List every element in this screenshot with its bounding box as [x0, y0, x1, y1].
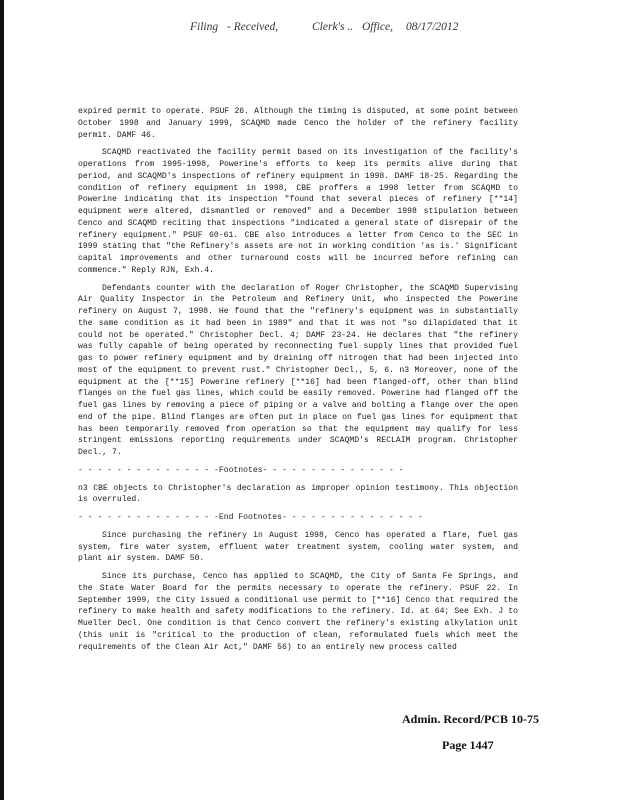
footnotes-start-divider: - - - - - - - - - - - - - - -Footnotes- - - - - - - - - - - - - - -	[78, 465, 404, 475]
page-number-stamp: Page 1447	[442, 738, 494, 752]
scan-edge	[0, 0, 4, 800]
paragraph: Since its purchase, Cenco has applied to SCAQMD, the City of Santa Fe Springs, and the State Water Board for the permits necessary to operate the refinery. PSUF 22. In September 1999, the City issued a conditional use permit to [**16] Cenco that required the refinery to make health and safety modifications to the refinery. Id. at 64; See Exh. J to Mueller Decl. One condition is that Cenco convert the refinery's existing alkylation unit (this unit is "critical to the production of clean, reformulated fuels which meet the requirements of the Clean Air Act," DAMF 56) to an entirely new process called	[78, 572, 518, 652]
paragraph: Since purchasing the refinery in August 1998, Cenco has operated a flare, fuel gas system, fire water system, effluent water treatment system, cooling water system, and plant air system. DAMF 50.	[78, 530, 518, 564]
paragraph: Defendants counter with the declaration of Roger Christopher, the SCAQMD Supervising Air Quality Inspector in the Petroleum and Refinery Unit, who inspected the Powerine refinery on August 7, 1998. He found that the "refinery's equipment was in substantially the same condition as it had been in 1989" and that it was not "so dilapidated that it could not be operated." Christopher Decl. 4; DAMF 23-24. He declares that "the refinery was fully capable of being operated by reconnecting fuel supply lines that provided fuel gas to power refinery equipment and by draining off nitrogen that had been injected into most of the equipment to prevent rust." Christopher Decl., 5, 6. n3 Moreover, none of the equipment at the [**15] Powerine refinery [**16] had been flanged-off, other than blind flanges on the fuel gas lines, which could be easily removed. Powerine had flanged off the fuel gas lines by removing a piece of piping or a valve and bolting a flange over the open end of the pipe. Blind flanges are often put in place on fuel gas lines for equipment that has been temporarily removed from operation so that the equipment may qualify for less stringent emissions reporting requirements under SCAQMD's RECLAIM program. Christopher Decl., 7.	[78, 283, 518, 457]
header-clerks: Clerk's ..	[312, 21, 354, 33]
document-body	[78, 106, 518, 659]
admin-record-stamp: Admin. Record/PCB 10-75	[402, 712, 539, 726]
paragraph: SCAQMD reactivated the facility permit based on its investigation of the facility's operations from 1995-1998, Powerine's efforts to keep its permits alive during that period, and SCAQMD's inspections of refinery equipment in 1998. DAMF 18-25. Regarding the condition of refinery equipment in 1998, CBE proffers a 1998 letter from SCAQMD to Powerine indicating that its inspection "found that several pieces of refinery [**14] equipment were altered, dismantled or removed" and a December 1998 stipulation between Cenco and SCAQMD reciting that inspections "indicated a general state of disrepair of the refinery equipment." PSUF 60-61. CBE also introduces a letter from Cenco to the SEC in 1999 stating that "the Refinery's assets are not in working condition 'as is.' Significant capital improvements and other turnaround costs will be incurred before refining can commence." Reply RJN, Exh.4.	[78, 148, 518, 275]
header-office: Office,	[362, 21, 393, 33]
footnotes-end-divider: - - - - - - - - - - - - - - -End Footnotes- - - - - - - - - - - - - - -	[78, 513, 423, 522]
paragraph: expired permit to operate. PSUF 26. Although the timing is disputed, at some point between October 1998 and January 1999, SCAQMD made Cenco the holder of the refinery facility permit. DAMF 46.	[78, 107, 518, 140]
header-date: 08/17/2012	[406, 21, 459, 33]
header-received: - Received,	[227, 21, 279, 33]
footnote-n3: n3 CBE objects to Christopher's declaration as improper opinion testimony. This objection is overruled.	[78, 483, 518, 505]
header-filing: Filing	[190, 21, 219, 33]
